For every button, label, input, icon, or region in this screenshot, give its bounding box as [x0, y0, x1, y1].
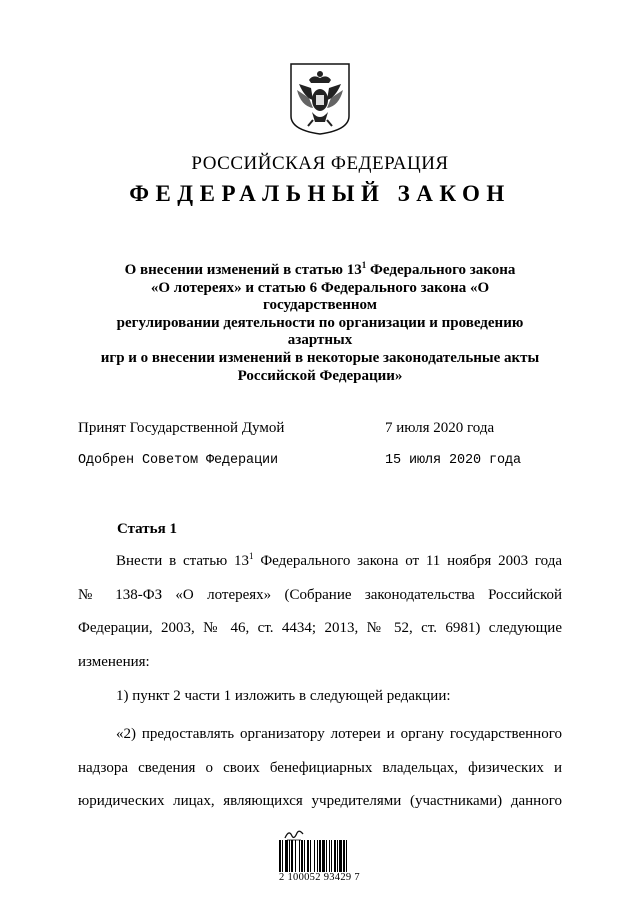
- country-title: РОССИЙСКАЯ ФЕДЕРАЦИЯ: [191, 153, 449, 174]
- paragraph-line: 1) пункт 2 части 1 изложить в следующей редакции:: [116, 688, 451, 704]
- subject-line-3: регулировании деятельности по организации и проведению азартных: [116, 314, 524, 349]
- subject-line-4: игр и о внесении изменений в некоторые законодательные акты: [100, 349, 540, 366]
- article-title: Статья 1: [117, 521, 177, 537]
- paragraph-line: Внести в статью $13^1$ Федерального закона от 11 ноября 2003 года: [116, 551, 562, 569]
- article-paragraph-1: [78, 545, 562, 680]
- coat-of-arms-icon: [289, 62, 351, 136]
- paragraph-line: Федерации, 2003, № 46, ст. 4434; 2013, № 52, ст. 6981) следующие: [78, 620, 562, 637]
- barcode-icon: [279, 840, 371, 872]
- subject-line-1: О внесении изменений в статью $13^1$ Федерального закона: [124, 260, 516, 278]
- paragraph-line: юридических лицах, являющихся учредителями (участниками) данного: [78, 793, 562, 810]
- duma-adoption-label: Принят Государственной Думой: [78, 420, 285, 436]
- duma-adoption-date: 7 июля 2020 года: [385, 420, 495, 436]
- article-paragraph-3: [78, 718, 562, 819]
- law-type-title: ФЕДЕРАЛЬНЫЙ ЗАКОН: [129, 181, 511, 206]
- barcode: [279, 840, 371, 883]
- council-approval-label: Одобрен Советом Федерации: [78, 453, 279, 468]
- subject-line-5: Российской Федерации»: [237, 367, 403, 384]
- paragraph-line: № 138-ФЗ «О лотереях» (Собрание законодательства Российской: [78, 586, 562, 603]
- paragraph-line: «2) предоставлять организатору лотереи и органу государственного: [116, 726, 562, 742]
- paragraph-line: изменения:: [78, 654, 150, 671]
- council-approval-date: 15 июля 2020 года: [385, 453, 522, 468]
- subject-line-2: «О лотереях» и статью 6 Федерального закона «О государственном: [150, 279, 490, 314]
- article-paragraph-2: [78, 680, 562, 714]
- paragraph-line: надзора сведения о своих бенефициарных владельцах, физических и: [78, 759, 562, 776]
- barcode-number: 2 100052 93429 7: [279, 872, 360, 883]
- law-subject: [100, 262, 540, 385]
- signature-mark-icon: [283, 827, 305, 841]
